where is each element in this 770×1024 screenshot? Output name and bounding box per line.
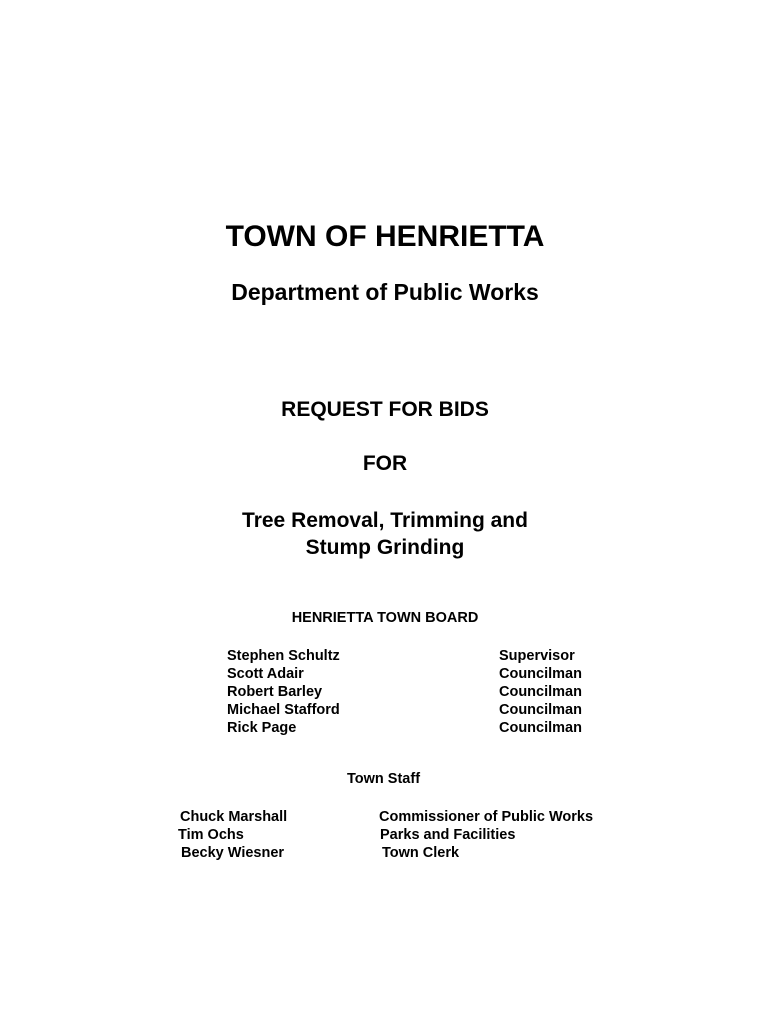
bid-subject-line-1: Tree Removal, Trimming and bbox=[242, 509, 528, 532]
board-member-name: Michael Stafford bbox=[227, 702, 340, 718]
staff-member-name: Tim Ochs bbox=[178, 827, 244, 843]
board-member-title: Councilman bbox=[499, 684, 582, 700]
town-staff-titles bbox=[379, 808, 593, 862]
town-title: TOWN OF HENRIETTA bbox=[225, 220, 545, 253]
staff-member-name: Becky Wiesner bbox=[181, 845, 285, 861]
board-member-name: Scott Adair bbox=[227, 666, 304, 682]
bid-subject bbox=[0, 507, 770, 561]
town-staff-names bbox=[178, 808, 287, 862]
town-board-titles bbox=[499, 647, 582, 737]
board-member-title: Supervisor bbox=[499, 648, 575, 664]
request-heading: REQUEST FOR BIDS bbox=[281, 398, 489, 421]
for-label: FOR bbox=[362, 452, 408, 475]
board-member-title: Councilman bbox=[499, 702, 582, 718]
board-member-title: Councilman bbox=[499, 720, 582, 736]
town-board-names bbox=[227, 647, 340, 737]
town-staff-heading: Town Staff bbox=[347, 771, 421, 787]
staff-member-title: Town Clerk bbox=[382, 845, 460, 861]
department-title: Department of Public Works bbox=[231, 279, 539, 305]
staff-member-title: Parks and Facilities bbox=[380, 827, 516, 843]
board-member-title: Councilman bbox=[499, 666, 582, 682]
board-member-name: Stephen Schultz bbox=[227, 648, 340, 664]
town-board-heading: HENRIETTA TOWN BOARD bbox=[291, 610, 479, 626]
board-member-name: Rick Page bbox=[227, 720, 297, 736]
staff-member-name: Chuck Marshall bbox=[180, 809, 288, 825]
bid-subject-line-2: Stump Grinding bbox=[305, 536, 465, 559]
board-member-name: Robert Barley bbox=[227, 684, 323, 700]
staff-member-title: Commissioner of Public Works bbox=[379, 809, 594, 825]
